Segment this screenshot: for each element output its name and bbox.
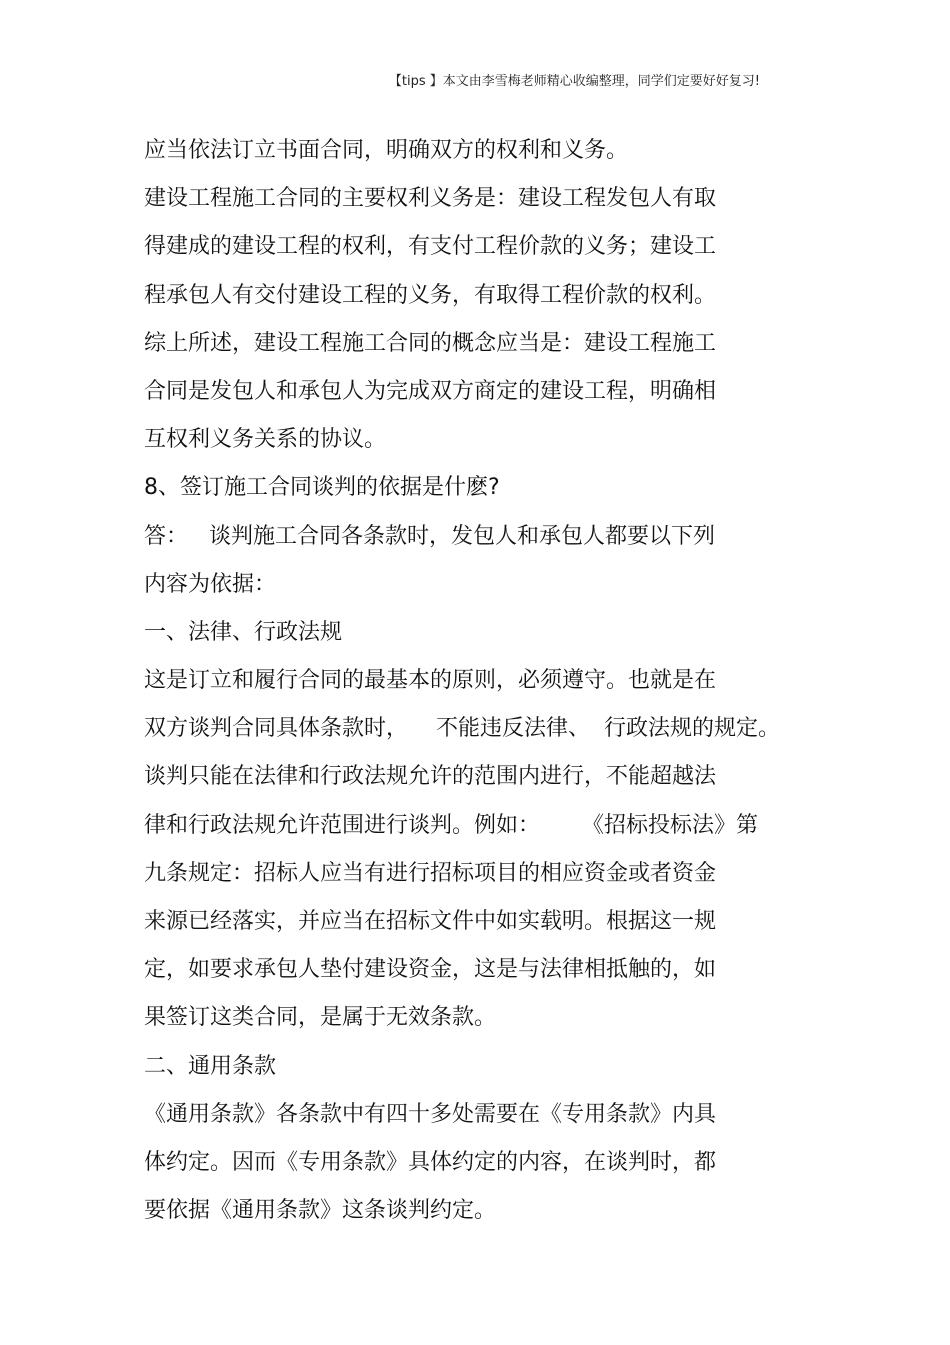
text-line: 这是订立和履行合同的最基本的原则，必须遵守。也就是在 bbox=[144, 668, 717, 694]
text-line: 双方谈判合同具体条款时， 不能违反法律、 行政法规的规定。 bbox=[144, 716, 780, 742]
text-line: 内容为依据： bbox=[144, 571, 277, 597]
text-line: 答： 谈判施工合同各条款时，发包人和承包人都要以下列 bbox=[144, 523, 715, 549]
text-line: 体约定。因而《专用条款》具体约定的内容，在谈判时，都 bbox=[144, 1149, 717, 1175]
text-line: 来源已经落实，并应当在招标文件中如实载明。根据这一规 bbox=[144, 909, 717, 934]
header-tip: 【tips 】本文由李雪梅老师精心收编整理，同学们定要好好复习! bbox=[388, 74, 760, 89]
question-heading: 8、签订施工合同谈判的依据是什麽? bbox=[144, 475, 500, 501]
text-line: 互权利义务关系的协议。 bbox=[144, 427, 387, 453]
text-line: 应当依法订立书面合同，明确双方的权利和义务。 bbox=[144, 138, 629, 163]
text-line: 综上所述，建设工程施工合同的概念应当是：建设工程施工 bbox=[144, 330, 717, 356]
text-line: 得建成的建设工程的权利，有支付工程价款的义务；建设工 bbox=[144, 234, 717, 260]
text-line: 定，如要求承包人垫付建设资金，这是与法律相抵触的，如 bbox=[144, 957, 717, 983]
document-body bbox=[144, 127, 844, 1235]
text-line: 合同是发包人和承包人为完成双方商定的建设工程，明确相 bbox=[144, 378, 717, 404]
section-heading: 一、法律、行政法规 bbox=[144, 619, 343, 645]
text-line: 谈判只能在法律和行政法规允许的范围内进行，不能超越法 bbox=[144, 764, 717, 790]
text-line: 律和行政法规允许范围进行谈判。例如： 《招标投标法》第 bbox=[144, 812, 758, 838]
text-line: 果签订这类合同，是属于无效条款。 bbox=[144, 1005, 497, 1031]
text-line: 程承包人有交付建设工程的义务，有取得工程价款的权利。 bbox=[144, 282, 717, 308]
text-line: 《通用条款》各条款中有四十多处需要在《专用条款》内具 bbox=[144, 1101, 717, 1127]
text-line: 九条规定：招标人应当有进行招标项目的相应资金或者资金 bbox=[144, 860, 717, 886]
section-heading: 二、通用条款 bbox=[144, 1053, 277, 1079]
text-line: 要依据《通用条款》这条谈判约定。 bbox=[144, 1198, 497, 1224]
text-line: 建设工程施工合同的主要权利义务是：建设工程发包人有取 bbox=[144, 186, 717, 212]
